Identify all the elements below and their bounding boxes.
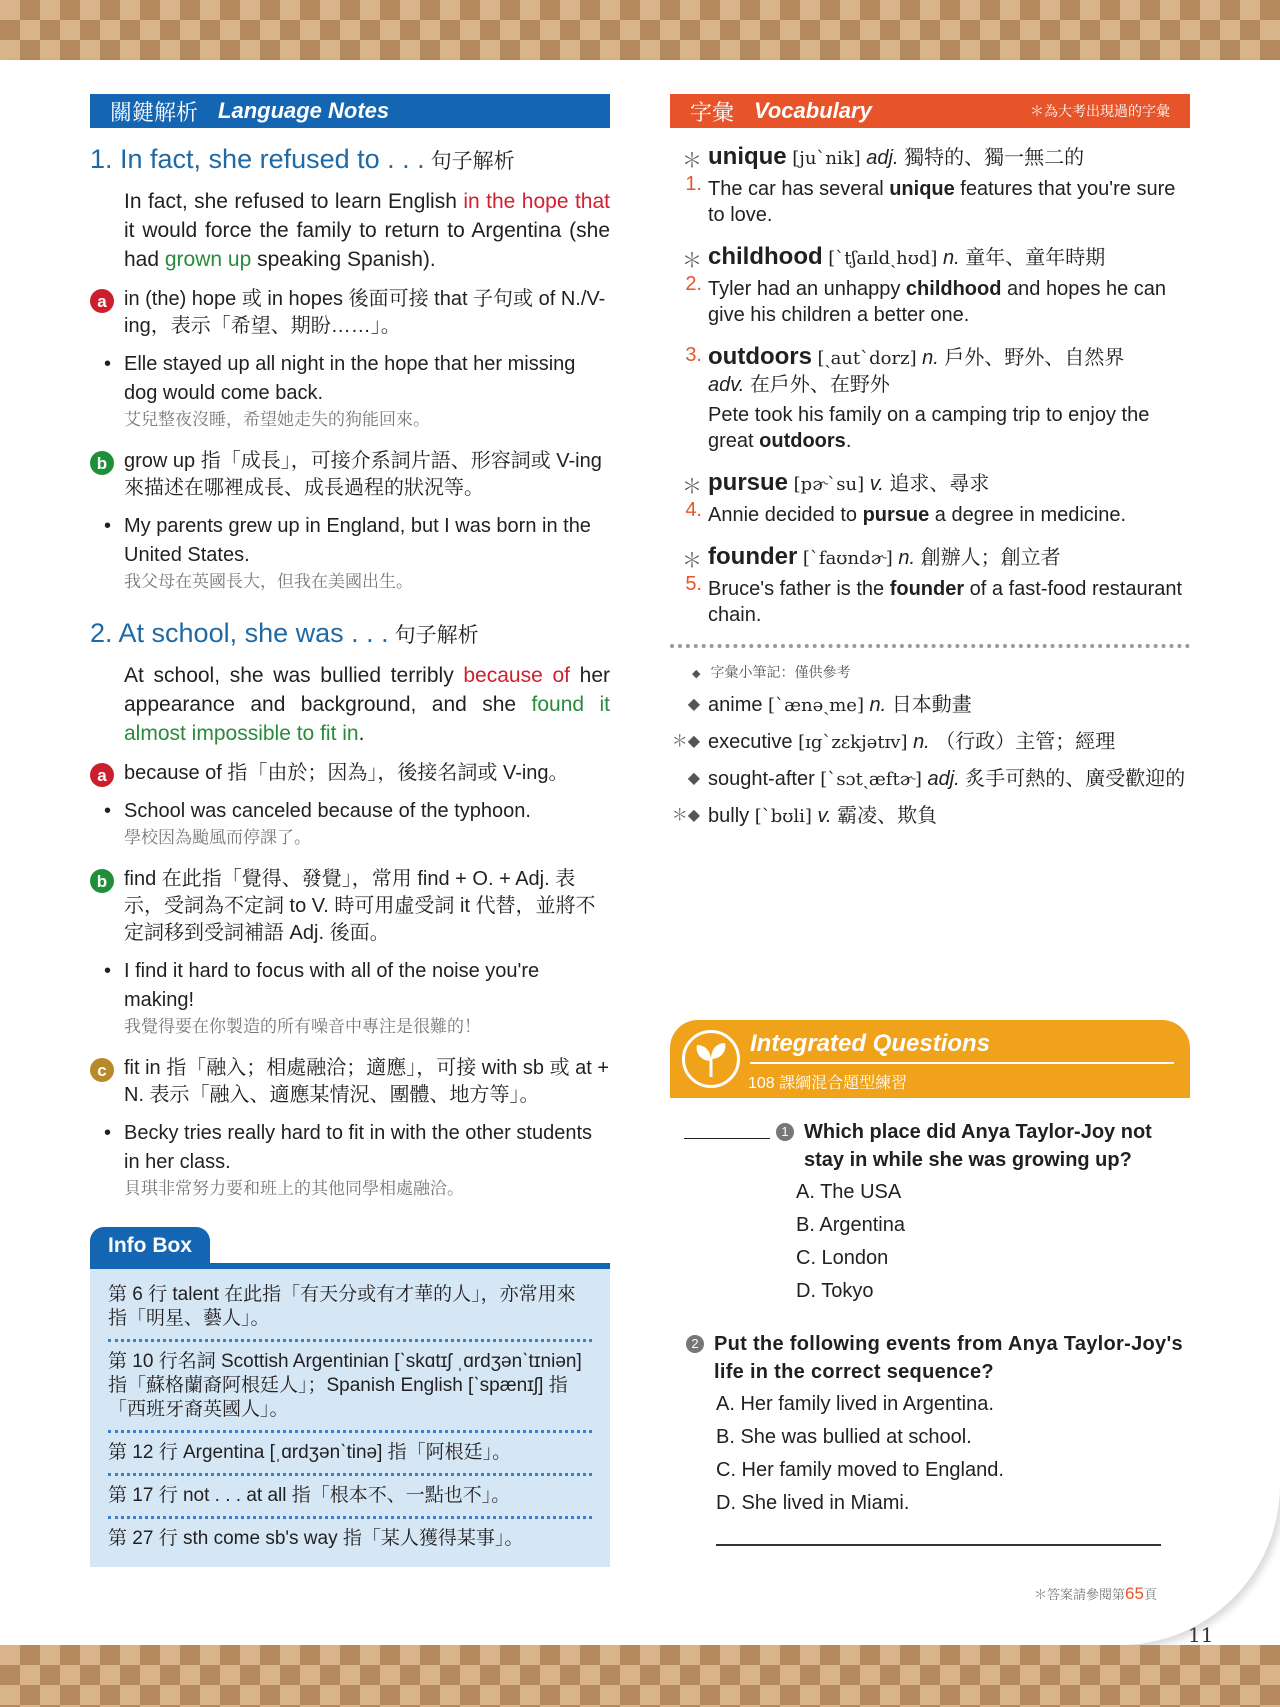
mini-ipa: [ˋsɔtˏæftɚ] <box>820 769 922 790</box>
note-text: grow up 指「成長」，可接介系詞片語、形容詞或 V-ing 來描述在哪裡成長、成長過程的狀況等。 <box>124 450 602 499</box>
highlight-fit-in: fit in <box>320 722 359 745</box>
example-text: The car has several <box>708 178 890 200</box>
example-zh: 我覺得要在你製造的所有噪音中專注是很難的！ <box>124 1017 481 1036</box>
vocab-num: 1. <box>685 173 702 195</box>
example-text: Bruce's father is the <box>708 578 890 600</box>
vocab-item <box>670 544 1190 628</box>
leaf-icon <box>682 1030 740 1088</box>
note-text: find 在此指「覺得、發覺」，常用 find + O. + Adj. 表示，受詞為不定詞 to V. 時可用虛受詞 it 代替，並將不定詞移到受詞補語 Adj. 後面。 <box>124 868 596 944</box>
vocab-zh: 童年、童年時期 <box>965 247 1106 269</box>
vocab-ipa: [ˋfaʊndɚ] <box>802 548 893 569</box>
option[interactable]: D. Tokyo <box>796 1280 874 1302</box>
para-text: In fact, she refused to learn English <box>124 190 464 213</box>
info-item: 第 12 行 Argentina [ˌɑrdʒənˋtinə] 指「阿根廷」。 <box>108 1433 592 1476</box>
mini-word: bully <box>708 805 750 827</box>
info-box <box>90 1227 610 1567</box>
vocab-example <box>708 502 1190 528</box>
vocab-headline <box>708 344 1190 372</box>
vocab-zh: 獨特的、獨一無二的 <box>904 147 1085 169</box>
mini-ipa: [ɪgˋzɛkjətɪv] <box>798 732 908 753</box>
vocab-zh: 戶外、野外、自然界 <box>944 347 1125 369</box>
example-text: . <box>845 430 852 452</box>
mini-ipa: [ˋænəˏme] <box>768 695 864 716</box>
mini-pos: n. <box>913 731 930 753</box>
vocab-body <box>708 470 1190 528</box>
mini-note-item <box>670 692 1190 719</box>
info-item: 第 17 行 not . . . at all 指「根本不、一點也不」。 <box>108 1476 592 1519</box>
iq-subtitle: 108 課綱混合題型練習 <box>748 1075 908 1092</box>
vocab-pos: v. <box>869 473 884 495</box>
vocab-headline <box>708 244 1190 272</box>
vocab-zh: 創辦人；創立者 <box>920 547 1061 569</box>
vocab-headline <box>708 470 1190 498</box>
badge-b-icon: b <box>90 869 114 893</box>
vocab-body <box>708 244 1190 328</box>
mini-note-body <box>708 803 1190 830</box>
star-marker: ＊ <box>682 476 702 498</box>
mini-note-body <box>708 729 1190 756</box>
star-marker: ＊ <box>682 550 702 572</box>
bullet-icon: • <box>104 800 112 822</box>
answer-blank[interactable] <box>684 1118 770 1139</box>
diamond-icon: ＊◆ <box>671 733 700 750</box>
option[interactable]: C. London <box>796 1247 889 1269</box>
vocab-num: 2. <box>685 273 702 295</box>
example-1b <box>104 512 610 594</box>
vocab-body <box>708 344 1190 454</box>
header-en: Language Notes <box>218 98 390 123</box>
section-2-title-zh: 句子解析 <box>394 624 479 647</box>
vocab-example <box>708 576 1190 628</box>
question-2 <box>670 1330 1190 1386</box>
example-zh: 艾兒整夜沒睡，希望她走失的狗能回來。 <box>124 410 430 429</box>
vocab-example <box>708 276 1190 328</box>
bullet-icon: • <box>104 515 112 537</box>
section-1-title-zh: 句子解析 <box>430 150 515 173</box>
example-1a <box>104 350 610 432</box>
vocab-item <box>670 144 1190 228</box>
vocab-pos: n. <box>922 347 939 369</box>
mini-note-item <box>670 729 1190 756</box>
mini-word: sought-after <box>708 768 815 790</box>
vocab-list <box>670 144 1190 628</box>
vocab-pos: adv. <box>708 374 745 396</box>
badge-a-icon: a <box>90 289 114 313</box>
option[interactable]: D. She lived in Miami. <box>716 1492 910 1514</box>
vocab-zh: 追求、尋求 <box>889 473 990 495</box>
section-2-title-en: 2. At school, she was . . . <box>90 618 389 648</box>
star-marker: ＊ <box>682 250 702 272</box>
section-1-title <box>90 144 610 175</box>
section-2-title <box>90 618 610 649</box>
question-text: Which place did Anya Taylor-Joy not stay in while she was growing up? <box>804 1121 1152 1171</box>
iq-header <box>670 1020 1190 1098</box>
vocab-number <box>670 344 708 454</box>
example-keyword: childhood <box>905 278 1002 300</box>
iq-title: Integrated Questions <box>750 1030 991 1057</box>
note-2a <box>90 760 610 787</box>
section-2-paragraph <box>124 661 610 748</box>
info-box-tab: Info Box <box>90 1227 210 1263</box>
dotted-divider <box>670 644 1190 648</box>
diamond-icon: ＊◆ <box>671 807 700 824</box>
option[interactable]: B. Argentina <box>796 1214 905 1236</box>
highlight-in-the-hope-that: in the hope that <box>463 190 610 213</box>
vocab-item <box>670 244 1190 328</box>
vocab-ipa: [ˏautˋdorz] <box>817 348 917 369</box>
note-1a <box>90 286 610 340</box>
top-checker-band <box>0 0 1280 60</box>
note-text: because of 指「由於；因為」，後接名詞或 V-ing。 <box>124 762 569 784</box>
vocab-ipa: [juˋnik] <box>792 148 861 169</box>
vocab-pos: n. <box>898 547 916 569</box>
mini-note-item <box>670 803 1190 830</box>
mini-note-item <box>670 766 1190 793</box>
example-text: Tyler had an unhappy <box>708 278 906 300</box>
vocabulary-header <box>670 94 1190 128</box>
question-2-options <box>716 1388 1190 1520</box>
example-zh: 我父母在英國長大，但我在美國出生。 <box>124 572 413 591</box>
star-marker: ＊ <box>682 150 702 172</box>
vocab-word: pursue <box>708 469 789 496</box>
example-text: features that you're sure to love. <box>708 178 1176 226</box>
note-2c <box>90 1055 610 1109</box>
para-text: her appearance and background, and she <box>124 664 610 716</box>
example-2b <box>104 957 610 1039</box>
example-en: I find it hard to focus with all of the noise you're making! <box>124 960 540 1011</box>
question-1-options <box>796 1176 1190 1308</box>
question-text: Put the following events from Anya Taylor-Joy's life in the correct sequence? <box>714 1333 1183 1383</box>
bullet-icon: • <box>104 1122 112 1144</box>
mini-zh: 霸凌、欺負 <box>837 805 938 827</box>
para-text: it would force the family to return to Argentina (she had <box>124 219 610 271</box>
info-item: 第 10 行名詞 Scottish Argentinian [ˋskɑtɪʃ ˌɑrdʒənˋtɪniən] 指「蘇格蘭裔阿根廷人」；Spanish English [ˋspænɪʃ] 指「西班牙裔英國人」。 <box>108 1342 592 1433</box>
badge-b-icon: b <box>90 451 114 475</box>
note-text: in (the) hope 或 in hopes 後面可接 that 子句或 of N./V-ing，表示「希望、期盼……」。 <box>124 288 606 337</box>
section-1-title-en: 1. In fact, she refused to . . . <box>90 144 425 174</box>
example-zh: 貝琪非常努力要和班上的其他同學相處融洽。 <box>124 1179 464 1198</box>
example-keyword: outdoors <box>759 430 846 452</box>
header-note: ＊為大考出現過的字彙 <box>1030 103 1170 119</box>
foot-pre: ＊答案請參閱第 <box>1034 1587 1126 1602</box>
option[interactable]: A. Her family lived in Argentina. <box>716 1393 994 1415</box>
diamond-icon: ◆ <box>692 668 701 680</box>
example-keyword: pursue <box>862 504 930 526</box>
example-zh: 學校因為颱風而停課了。 <box>124 828 311 847</box>
mini-ipa: [ˋbʊli] <box>754 806 812 827</box>
vocab-zh: 在戶外、在野外 <box>749 374 890 396</box>
example-en: My parents grew up in England, but I was born in the United States. <box>124 515 591 566</box>
vocab-second-sense <box>708 372 1190 398</box>
mini-zh: 炙手可熱的、廣受歡迎的 <box>965 768 1186 790</box>
vocab-word: founder <box>708 543 798 570</box>
header-zh: 字彙 <box>690 99 735 125</box>
mini-zh: 日本動畫 <box>891 694 972 716</box>
para-text: speaking Spanish). <box>251 248 436 271</box>
vocab-word: unique <box>708 143 787 170</box>
vocab-example <box>708 402 1190 454</box>
example-text: a degree in medicine. <box>929 504 1127 526</box>
vocab-body <box>708 544 1190 628</box>
vocab-number <box>670 470 708 528</box>
bullet-icon: • <box>104 353 112 375</box>
info-item: 第 6 行 talent 在此指「有天分或有才華的人」，亦常用來指「明星、藝人」。 <box>108 1275 592 1342</box>
page-number: 11 <box>1188 1623 1214 1647</box>
mini-pos: n. <box>869 694 887 716</box>
highlight-found-it: found it almost impossible to <box>124 693 610 745</box>
vocab-item <box>670 470 1190 528</box>
example-2a <box>104 797 610 850</box>
vocab-ipa: [ˋtʃaɪldˏhʊd] <box>828 248 938 269</box>
header-en: Vocabulary <box>754 98 872 123</box>
para-text: . <box>358 722 365 745</box>
highlight-grown-up: grown up <box>164 248 252 271</box>
example-text: Pete took his family on a camping trip to enjoy the great <box>708 404 1150 452</box>
vocab-pos: adj. <box>866 147 899 169</box>
mini-pos: adj. <box>927 768 960 790</box>
info-box-body <box>90 1263 610 1567</box>
example-2c <box>104 1119 610 1201</box>
language-notes-column <box>90 94 610 1567</box>
badge-a-icon: a <box>90 763 114 787</box>
vocab-body <box>708 144 1190 228</box>
vocab-headline <box>708 544 1190 572</box>
vocab-num: 4. <box>685 499 702 521</box>
mini-notes-heading <box>692 662 1190 682</box>
vocab-headline <box>708 144 1190 172</box>
question-number-icon: 2 <box>686 1335 704 1353</box>
option[interactable]: B. She was bullied at school. <box>716 1426 972 1448</box>
note-2b <box>90 866 610 947</box>
mini-word: anime <box>708 694 763 716</box>
example-en: Elle stayed up all night in the hope that her missing dog would come back. <box>124 353 576 404</box>
mini-pos: v. <box>817 805 832 827</box>
example-text: and hopes he can give his children a better one. <box>708 278 1167 326</box>
vocab-word: outdoors <box>708 343 812 370</box>
note-1b <box>90 448 610 502</box>
answer-line[interactable] <box>716 1544 1161 1546</box>
option[interactable]: C. Her family moved to England. <box>716 1459 1004 1481</box>
vocab-number <box>670 244 708 328</box>
vocab-ipa: [pɚˋsu] <box>793 474 865 495</box>
example-keyword: founder <box>889 578 965 600</box>
mini-note-body <box>708 692 1190 719</box>
iq-underline <box>750 1062 1174 1064</box>
mini-head-text: 字彙小筆記：僅供參考 <box>710 664 851 680</box>
mini-note-body <box>708 766 1190 793</box>
example-keyword: unique <box>889 178 955 200</box>
vocab-number <box>670 144 708 228</box>
badge-c-icon: c <box>90 1058 114 1082</box>
info-item: 第 27 行 sth come sb's way 指「某人獲得某事」。 <box>108 1528 524 1549</box>
vocab-word: childhood <box>708 243 823 270</box>
answer-footnote <box>1034 1584 1157 1604</box>
diamond-icon: ◆ <box>687 696 700 713</box>
vocab-example <box>708 176 1190 228</box>
para-text: At school, she was bullied terribly <box>124 664 464 687</box>
integrated-questions <box>670 1020 1190 1546</box>
option[interactable]: A. The USA <box>796 1181 902 1203</box>
language-notes-header <box>90 94 610 128</box>
mini-zh: （行政）主管；經理 <box>935 731 1116 753</box>
question-1 <box>670 1118 1190 1174</box>
note-text: fit in 指「融入；相處融洽；適應」，可接 with sb 或 at + N. 表示「融入、適應某情況、團體、地方等」。 <box>124 1057 610 1106</box>
foot-page: 65 <box>1125 1584 1144 1603</box>
header-zh: 關鍵解析 <box>110 99 199 125</box>
section-1-paragraph <box>124 187 610 274</box>
example-text: Annie decided to <box>708 504 863 526</box>
bottom-checker-band <box>0 1645 1280 1707</box>
diamond-icon: ◆ <box>687 770 700 787</box>
foot-post: 頁 <box>1143 1587 1157 1602</box>
vocab-num: 5. <box>685 573 702 595</box>
mini-word: executive <box>708 731 793 753</box>
example-en: School was canceled because of the typhoon. <box>124 800 531 822</box>
vocab-item <box>670 344 1190 454</box>
vocabulary-column <box>670 94 1190 830</box>
question-number-icon: 1 <box>776 1123 794 1141</box>
vocab-number <box>670 544 708 628</box>
highlight-because-of: because of <box>463 664 570 687</box>
bullet-icon: • <box>104 960 112 982</box>
example-text: of a fast-food restaurant chain. <box>708 578 1183 626</box>
example-en: Becky tries really hard to fit in with the other students in her class. <box>124 1122 592 1173</box>
vocab-num: 3. <box>685 344 702 366</box>
vocab-pos: n. <box>943 247 960 269</box>
mini-notes-list <box>670 692 1190 830</box>
